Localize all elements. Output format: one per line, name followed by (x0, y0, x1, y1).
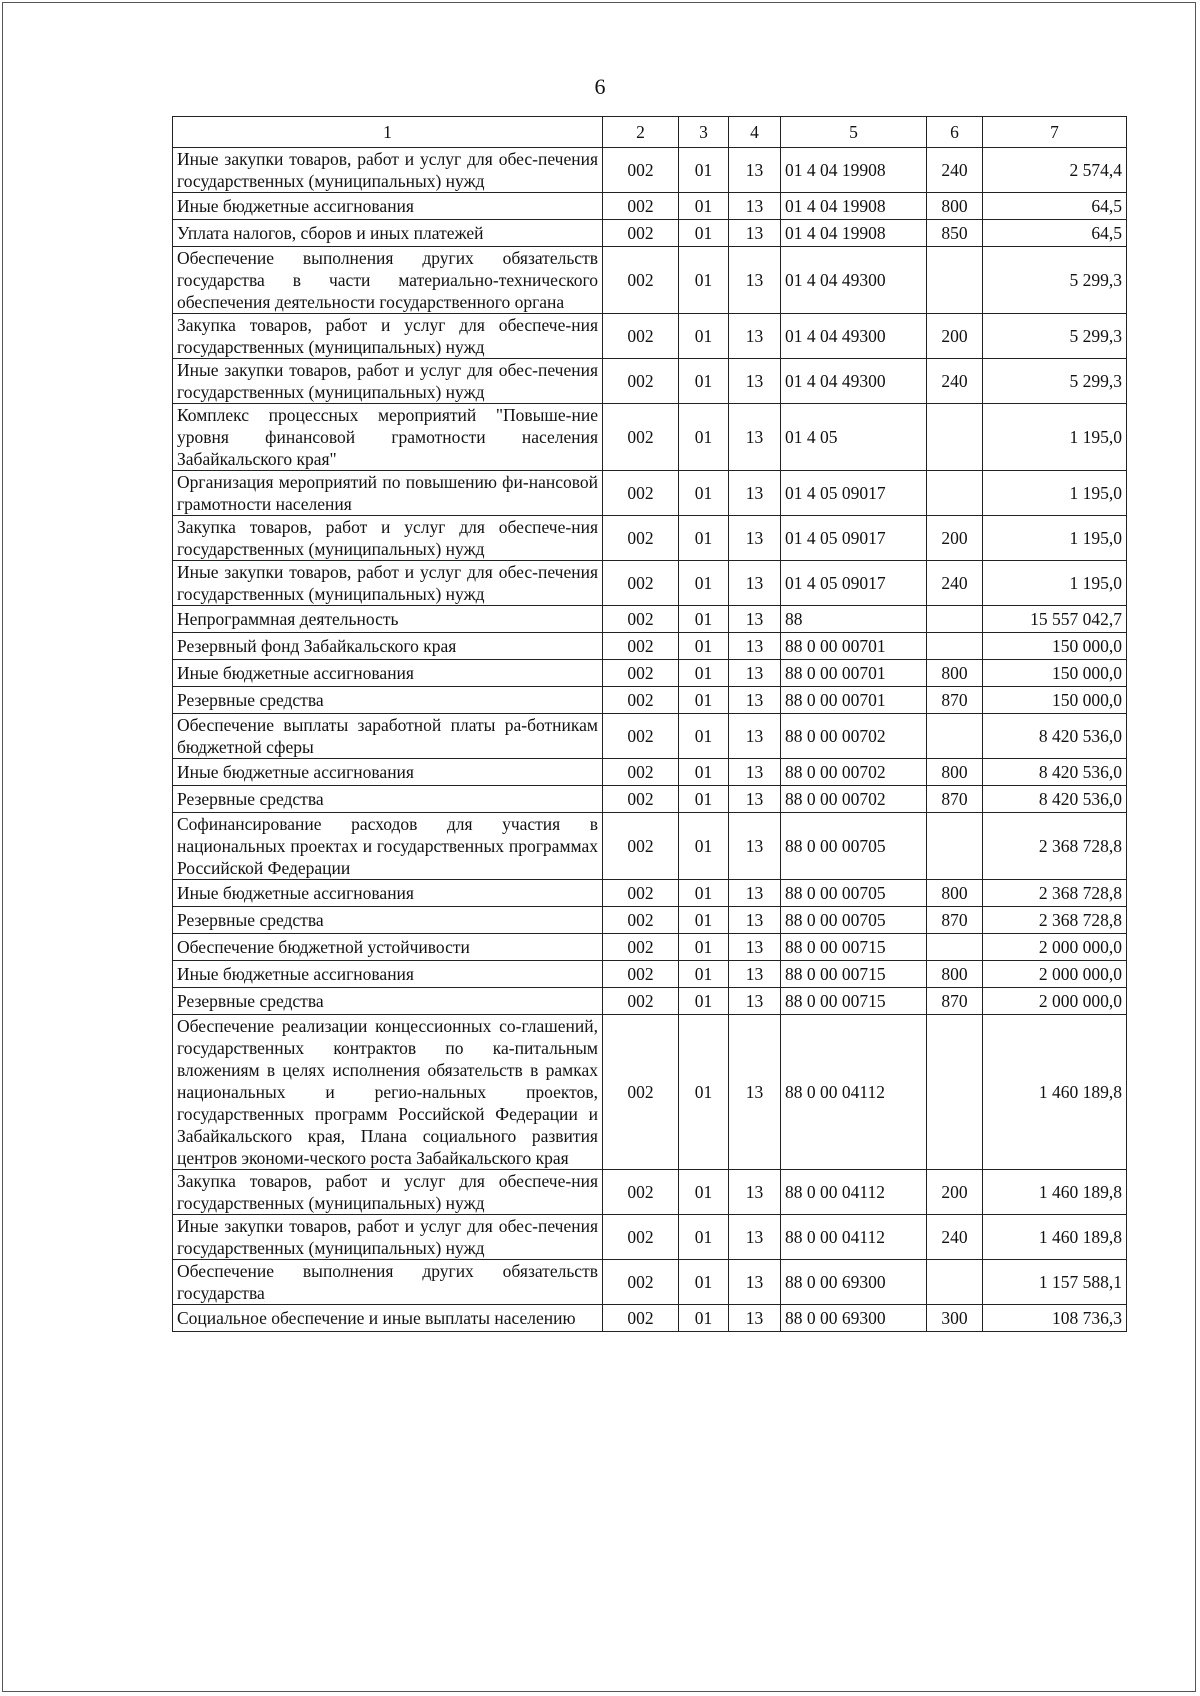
cell-section: 01 (679, 660, 729, 687)
cell-section: 01 (679, 961, 729, 988)
cell-target-code: 01 4 04 49300 (781, 247, 927, 314)
cell-target-code: 01 4 04 19908 (781, 148, 927, 193)
table-row (173, 561, 1127, 606)
cell-expense-type: 240 (927, 1215, 983, 1260)
table-row (173, 193, 1127, 220)
cell-expense-type (927, 404, 983, 471)
cell-amount: 64,5 (983, 193, 1127, 220)
cell-subsection: 13 (729, 220, 781, 247)
cell-section: 01 (679, 220, 729, 247)
cell-admin-code: 002 (603, 471, 679, 516)
cell-admin-code: 002 (603, 1260, 679, 1305)
cell-name: Иные закупки товаров, работ и услуг для обес-печения государственных (муниципальных) нужд (173, 148, 603, 193)
cell-subsection: 13 (729, 961, 781, 988)
table-row (173, 359, 1127, 404)
cell-admin-code: 002 (603, 247, 679, 314)
cell-subsection: 13 (729, 813, 781, 880)
cell-name: Иные закупки товаров, работ и услуг для обес-печения государственных (муниципальных) нужд (173, 561, 603, 606)
cell-target-code: 88 0 00 00715 (781, 988, 927, 1015)
cell-expense-type: 200 (927, 516, 983, 561)
cell-name: Обеспечение выполнения других обязательств государства (173, 1260, 603, 1305)
cell-name: Софинансирование расходов для участия в национальных проектах и государственных программах Российской Федерации (173, 813, 603, 880)
cell-section: 01 (679, 247, 729, 314)
cell-section: 01 (679, 561, 729, 606)
cell-section: 01 (679, 1015, 729, 1170)
cell-subsection: 13 (729, 633, 781, 660)
cell-expense-type: 240 (927, 561, 983, 606)
cell-expense-type (927, 934, 983, 961)
cell-section: 01 (679, 934, 729, 961)
cell-subsection: 13 (729, 714, 781, 759)
cell-amount: 2 000 000,0 (983, 934, 1127, 961)
cell-amount: 150 000,0 (983, 687, 1127, 714)
table-row (173, 1260, 1127, 1305)
cell-section: 01 (679, 606, 729, 633)
cell-target-code: 88 0 00 69300 (781, 1305, 927, 1332)
cell-subsection: 13 (729, 907, 781, 934)
cell-section: 01 (679, 714, 729, 759)
cell-admin-code: 002 (603, 813, 679, 880)
cell-expense-type (927, 247, 983, 314)
cell-subsection: 13 (729, 1015, 781, 1170)
cell-expense-type (927, 606, 983, 633)
cell-amount: 5 299,3 (983, 247, 1127, 314)
cell-admin-code: 002 (603, 606, 679, 633)
table-body (173, 148, 1127, 1332)
table-row (173, 880, 1127, 907)
cell-subsection: 13 (729, 148, 781, 193)
cell-admin-code: 002 (603, 1015, 679, 1170)
column-header: 3 (679, 117, 729, 148)
cell-expense-type: 800 (927, 880, 983, 907)
cell-expense-type (927, 471, 983, 516)
cell-amount: 8 420 536,0 (983, 786, 1127, 813)
cell-amount: 1 195,0 (983, 516, 1127, 561)
cell-subsection: 13 (729, 193, 781, 220)
cell-section: 01 (679, 193, 729, 220)
cell-admin-code: 002 (603, 516, 679, 561)
table-row (173, 220, 1127, 247)
cell-target-code: 88 0 00 00705 (781, 880, 927, 907)
table-row (173, 314, 1127, 359)
cell-name: Резервные средства (173, 907, 603, 934)
cell-subsection: 13 (729, 359, 781, 404)
cell-name: Обеспечение выплаты заработной платы ра-ботникам бюджетной сферы (173, 714, 603, 759)
cell-amount: 8 420 536,0 (983, 714, 1127, 759)
table-row (173, 759, 1127, 786)
cell-target-code: 88 0 00 04112 (781, 1170, 927, 1215)
cell-section: 01 (679, 359, 729, 404)
cell-name: Резервные средства (173, 786, 603, 813)
cell-target-code: 01 4 04 49300 (781, 359, 927, 404)
table-row (173, 606, 1127, 633)
cell-admin-code: 002 (603, 1170, 679, 1215)
column-header: 1 (173, 117, 603, 148)
cell-target-code: 01 4 04 19908 (781, 220, 927, 247)
cell-expense-type (927, 1015, 983, 1170)
cell-subsection: 13 (729, 1170, 781, 1215)
budget-table (172, 116, 1127, 1332)
cell-admin-code: 002 (603, 907, 679, 934)
cell-target-code: 88 0 00 69300 (781, 1260, 927, 1305)
cell-target-code: 88 (781, 606, 927, 633)
cell-expense-type: 800 (927, 961, 983, 988)
cell-expense-type (927, 1260, 983, 1305)
cell-name: Уплата налогов, сборов и иных платежей (173, 220, 603, 247)
cell-amount: 1 195,0 (983, 404, 1127, 471)
cell-admin-code: 002 (603, 934, 679, 961)
cell-expense-type (927, 633, 983, 660)
cell-subsection: 13 (729, 404, 781, 471)
cell-amount: 2 000 000,0 (983, 961, 1127, 988)
cell-section: 01 (679, 314, 729, 359)
cell-subsection: 13 (729, 606, 781, 633)
cell-admin-code: 002 (603, 759, 679, 786)
cell-admin-code: 002 (603, 561, 679, 606)
cell-expense-type: 870 (927, 907, 983, 934)
cell-amount: 2 368 728,8 (983, 813, 1127, 880)
table-row (173, 786, 1127, 813)
cell-amount: 1 460 189,8 (983, 1170, 1127, 1215)
cell-target-code: 01 4 04 19908 (781, 193, 927, 220)
cell-admin-code: 002 (603, 880, 679, 907)
cell-amount: 2 368 728,8 (983, 907, 1127, 934)
cell-amount: 15 557 042,7 (983, 606, 1127, 633)
cell-admin-code: 002 (603, 633, 679, 660)
cell-target-code: 88 0 00 00705 (781, 813, 927, 880)
cell-target-code: 01 4 05 (781, 404, 927, 471)
cell-name: Обеспечение реализации концессионных со-глашений, государственных контрактов по ка-питальным вложениям в целях исполнения обязательств в рамках национальных и регио-нальных проектов, государственных программ Российской Федерации и Забайкальского края, Плана социального развития центров экономи-ческого роста Забайкальского края (173, 1015, 603, 1170)
cell-section: 01 (679, 1260, 729, 1305)
table-row (173, 687, 1127, 714)
cell-expense-type (927, 813, 983, 880)
cell-amount: 1 460 189,8 (983, 1215, 1127, 1260)
cell-expense-type: 870 (927, 988, 983, 1015)
cell-target-code: 01 4 04 49300 (781, 314, 927, 359)
cell-amount: 64,5 (983, 220, 1127, 247)
table-row (173, 660, 1127, 687)
table-row (173, 1170, 1127, 1215)
cell-target-code: 88 0 00 04112 (781, 1015, 927, 1170)
cell-admin-code: 002 (603, 359, 679, 404)
cell-amount: 108 736,3 (983, 1305, 1127, 1332)
cell-subsection: 13 (729, 934, 781, 961)
cell-expense-type: 850 (927, 220, 983, 247)
table-row (173, 714, 1127, 759)
cell-expense-type: 240 (927, 148, 983, 193)
cell-expense-type: 870 (927, 687, 983, 714)
table-row (173, 1015, 1127, 1170)
cell-name: Резервный фонд Забайкальского края (173, 633, 603, 660)
table-row (173, 813, 1127, 880)
cell-name: Обеспечение бюджетной устойчивости (173, 934, 603, 961)
cell-amount: 150 000,0 (983, 660, 1127, 687)
table-row (173, 516, 1127, 561)
cell-admin-code: 002 (603, 714, 679, 759)
table-row (173, 961, 1127, 988)
cell-target-code: 88 0 00 00705 (781, 907, 927, 934)
cell-name: Обеспечение выполнения других обязательств государства в части материально-технического обеспечения деятельности государственного органа (173, 247, 603, 314)
cell-target-code: 88 0 00 00715 (781, 961, 927, 988)
cell-name: Закупка товаров, работ и услуг для обеспече-ния государственных (муниципальных) нужд (173, 516, 603, 561)
cell-subsection: 13 (729, 1260, 781, 1305)
cell-section: 01 (679, 471, 729, 516)
table-row (173, 247, 1127, 314)
cell-subsection: 13 (729, 759, 781, 786)
cell-name: Организация мероприятий по повышению фи-нансовой грамотности населения (173, 471, 603, 516)
cell-target-code: 01 4 05 09017 (781, 561, 927, 606)
cell-admin-code: 002 (603, 660, 679, 687)
cell-amount: 1 460 189,8 (983, 1015, 1127, 1170)
cell-section: 01 (679, 404, 729, 471)
cell-section: 01 (679, 687, 729, 714)
cell-subsection: 13 (729, 988, 781, 1015)
cell-expense-type: 200 (927, 314, 983, 359)
cell-admin-code: 002 (603, 687, 679, 714)
cell-subsection: 13 (729, 786, 781, 813)
table-row (173, 988, 1127, 1015)
cell-section: 01 (679, 1170, 729, 1215)
cell-admin-code: 002 (603, 314, 679, 359)
table-row (173, 633, 1127, 660)
table-row (173, 907, 1127, 934)
cell-name: Иные бюджетные ассигнования (173, 880, 603, 907)
cell-subsection: 13 (729, 561, 781, 606)
cell-name: Социальное обеспечение и иные выплаты населению (173, 1305, 603, 1332)
cell-name: Иные бюджетные ассигнования (173, 193, 603, 220)
table-header-row (173, 117, 1127, 148)
page-number: 6 (594, 74, 606, 99)
cell-subsection: 13 (729, 1215, 781, 1260)
cell-target-code: 88 0 00 00701 (781, 633, 927, 660)
cell-subsection: 13 (729, 687, 781, 714)
cell-admin-code: 002 (603, 220, 679, 247)
cell-subsection: 13 (729, 314, 781, 359)
cell-name: Резервные средства (173, 988, 603, 1015)
cell-section: 01 (679, 1305, 729, 1332)
cell-name: Комплекс процессных мероприятий "Повыше-ние уровня финансовой грамотности населения Забайкальского края" (173, 404, 603, 471)
table-row (173, 1215, 1127, 1260)
cell-admin-code: 002 (603, 404, 679, 471)
cell-subsection: 13 (729, 880, 781, 907)
cell-subsection: 13 (729, 516, 781, 561)
cell-expense-type (927, 714, 983, 759)
cell-name: Закупка товаров, работ и услуг для обеспече-ния государственных (муниципальных) нужд (173, 314, 603, 359)
cell-name: Иные бюджетные ассигнования (173, 759, 603, 786)
cell-amount: 1 195,0 (983, 561, 1127, 606)
cell-expense-type: 800 (927, 759, 983, 786)
table-row (173, 1305, 1127, 1332)
cell-section: 01 (679, 1215, 729, 1260)
cell-expense-type: 240 (927, 359, 983, 404)
cell-section: 01 (679, 516, 729, 561)
cell-amount: 2 000 000,0 (983, 988, 1127, 1015)
column-header: 7 (983, 117, 1127, 148)
cell-name: Непрограммная деятельность (173, 606, 603, 633)
cell-amount: 150 000,0 (983, 633, 1127, 660)
cell-section: 01 (679, 633, 729, 660)
column-header: 6 (927, 117, 983, 148)
cell-name: Закупка товаров, работ и услуг для обеспече-ния государственных (муниципальных) нужд (173, 1170, 603, 1215)
cell-name: Иные бюджетные ассигнования (173, 660, 603, 687)
cell-section: 01 (679, 786, 729, 813)
cell-name: Резервные средства (173, 687, 603, 714)
cell-section: 01 (679, 988, 729, 1015)
cell-target-code: 88 0 00 04112 (781, 1215, 927, 1260)
column-header: 2 (603, 117, 679, 148)
column-header: 4 (729, 117, 781, 148)
table-row (173, 934, 1127, 961)
cell-name: Иные закупки товаров, работ и услуг для обес-печения государственных (муниципальных) нужд (173, 359, 603, 404)
cell-target-code: 88 0 00 00715 (781, 934, 927, 961)
cell-target-code: 88 0 00 00701 (781, 687, 927, 714)
table-row (173, 148, 1127, 193)
cell-expense-type: 800 (927, 660, 983, 687)
cell-expense-type: 800 (927, 193, 983, 220)
cell-section: 01 (679, 907, 729, 934)
cell-amount: 5 299,3 (983, 359, 1127, 404)
cell-admin-code: 002 (603, 1305, 679, 1332)
cell-expense-type: 300 (927, 1305, 983, 1332)
cell-section: 01 (679, 148, 729, 193)
cell-target-code: 88 0 00 00702 (781, 714, 927, 759)
column-header: 5 (781, 117, 927, 148)
cell-admin-code: 002 (603, 148, 679, 193)
cell-amount: 1 195,0 (983, 471, 1127, 516)
cell-amount: 2 574,4 (983, 148, 1127, 193)
cell-amount: 8 420 536,0 (983, 759, 1127, 786)
cell-target-code: 01 4 05 09017 (781, 471, 927, 516)
cell-section: 01 (679, 880, 729, 907)
cell-admin-code: 002 (603, 193, 679, 220)
cell-subsection: 13 (729, 660, 781, 687)
cell-amount: 5 299,3 (983, 314, 1127, 359)
cell-target-code: 01 4 05 09017 (781, 516, 927, 561)
cell-section: 01 (679, 813, 729, 880)
cell-amount: 2 368 728,8 (983, 880, 1127, 907)
cell-admin-code: 002 (603, 1215, 679, 1260)
cell-expense-type: 200 (927, 1170, 983, 1215)
cell-amount: 1 157 588,1 (983, 1260, 1127, 1305)
table-row (173, 471, 1127, 516)
cell-expense-type: 870 (927, 786, 983, 813)
cell-target-code: 88 0 00 00702 (781, 786, 927, 813)
cell-subsection: 13 (729, 471, 781, 516)
cell-subsection: 13 (729, 1305, 781, 1332)
cell-target-code: 88 0 00 00702 (781, 759, 927, 786)
table-row (173, 404, 1127, 471)
cell-name: Иные бюджетные ассигнования (173, 961, 603, 988)
cell-admin-code: 002 (603, 988, 679, 1015)
cell-admin-code: 002 (603, 961, 679, 988)
cell-section: 01 (679, 759, 729, 786)
cell-target-code: 88 0 00 00701 (781, 660, 927, 687)
cell-admin-code: 002 (603, 786, 679, 813)
cell-subsection: 13 (729, 247, 781, 314)
cell-name: Иные закупки товаров, работ и услуг для обес-печения государственных (муниципальных) нужд (173, 1215, 603, 1260)
